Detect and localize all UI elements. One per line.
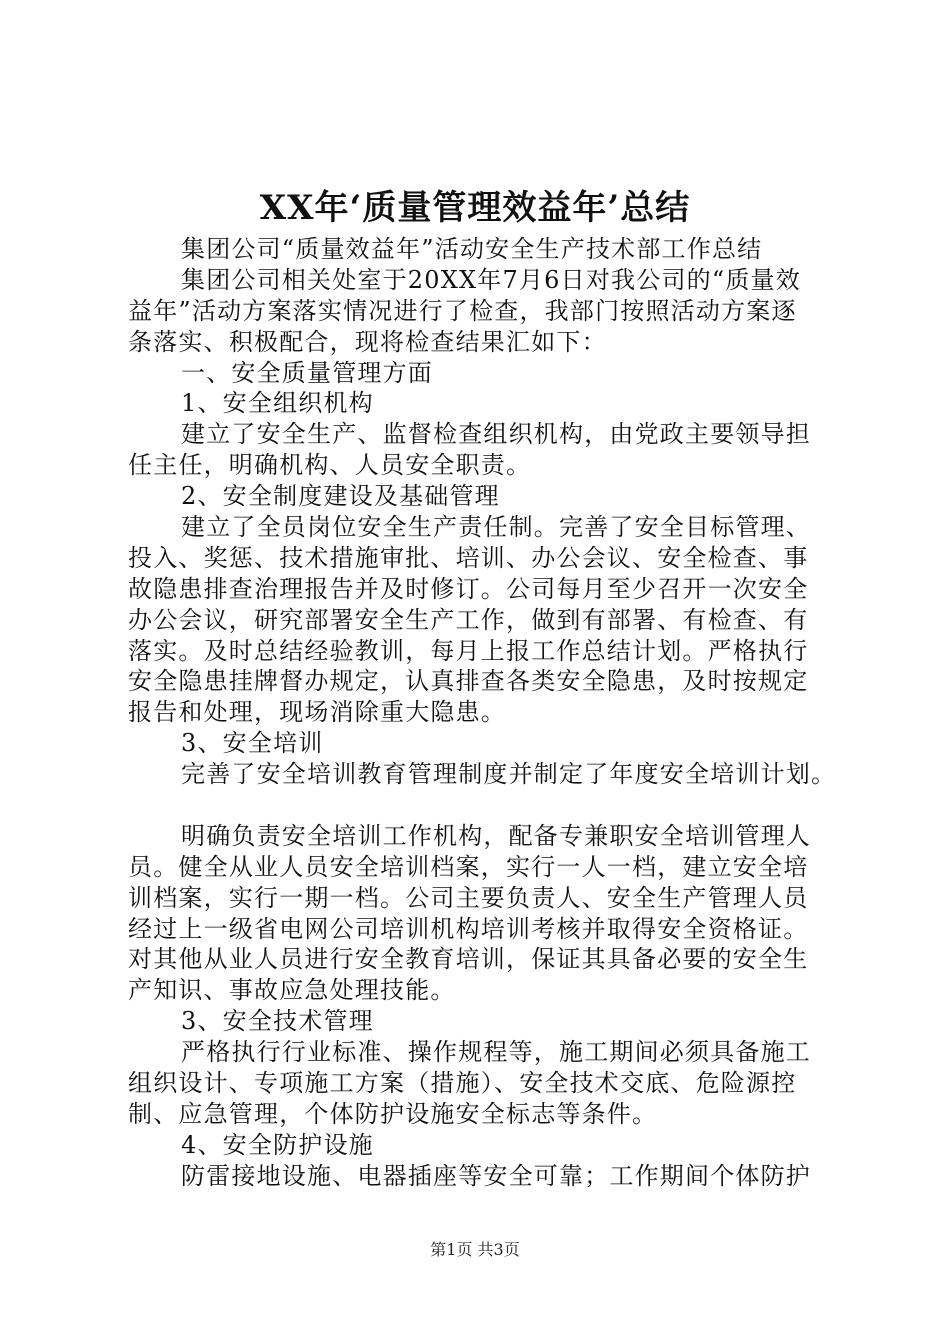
subsection-heading: 3、安全培训 <box>181 729 324 758</box>
paragraph-line: 制、应急管理，个体防护设施安全标志等条件。 <box>128 1099 658 1128</box>
paragraph-line: 安全隐患挂牌督办规定，认真排查各类安全隐患，及时按规定 <box>128 667 809 696</box>
paragraph-line: 经过上一级省电网公司培训机构培训考核并取得安全资格证。 <box>128 914 809 943</box>
paragraph-line: 集团公司“质量效益年”活动安全生产技术部工作总结 <box>181 235 763 263</box>
paragraph-line: 报告和处理，现场消除重大隐患。 <box>128 698 506 727</box>
subsection-heading: 2、安全制度建设及基础管理 <box>181 482 500 511</box>
paragraph-line: 产知识、事故应急处理技能。 <box>128 976 456 1005</box>
paragraph-line: 防雷接地设施、电器插座等安全可靠；工作期间个体防护 <box>181 1161 811 1190</box>
paragraph-line: 任主任，明确机构、人员安全职责。 <box>128 451 532 480</box>
blank-line <box>128 790 836 821</box>
paragraph-line: 组织设计、专项施工方案（措施）、安全技术交底、危险源控 <box>128 1069 797 1098</box>
document-title: XX年‘质量管理效益年’总结 <box>259 188 691 228</box>
subsection-heading: 3、安全技术管理 <box>181 1007 374 1036</box>
paragraph-line: 明确负责安全培训工作机构，配备专兼职安全培训管理人 <box>181 821 811 850</box>
paragraph-line: 完善了安全培训教育管理制度并制定了年度安全培训计划。 <box>181 760 837 789</box>
paragraph-line: 故隐患排查治理报告并及时修订。公司每月至少召开一次安全 <box>128 574 809 603</box>
document-body <box>128 234 836 1192</box>
page-footer: 第1页 共3页 <box>430 1240 520 1259</box>
paragraph-line: 落实。及时总结经验教训，每月上报工作总结计划。严格执行 <box>128 636 809 665</box>
paragraph-line: 建立了全员岗位安全生产责任制。完善了安全目标管理、 <box>181 513 811 542</box>
paragraph-line: 办公会议，研究部署安全生产工作，做到有部署、有检查、有 <box>128 605 809 634</box>
paragraph-line: 集团公司相关处室于20XX年7月6日对我公司的“质量效 <box>181 265 801 294</box>
paragraph-line: 对其他从业人员进行安全教育培训，保证其具备必要的安全生 <box>128 945 809 974</box>
paragraph-line: 员。健全从业人员安全培训档案，实行一人一档，建立安全培 <box>128 852 809 881</box>
paragraph-line: 条落实、积极配合，现将检查结果汇如下： <box>128 327 607 356</box>
section-heading: 一、安全质量管理方面 <box>181 358 433 387</box>
paragraph-line: 严格执行行业标准、操作规程等，施工期间必须具备施工 <box>181 1038 811 1067</box>
paragraph-line: 投入、奖惩、技术措施审批、培训、办公会议、安全检查、事 <box>128 543 809 572</box>
subsection-heading: 4、安全防护设施 <box>181 1130 374 1159</box>
paragraph-line: 建立了安全生产、监督检查组织机构，由党政主要领导担 <box>181 420 811 449</box>
paragraph-line: 训档案，实行一期一档。公司主要负责人、安全生产管理人员 <box>128 883 809 912</box>
subsection-heading: 1、安全组织机构 <box>181 389 374 418</box>
paragraph-line: 益年”活动方案落实情况进行了检查，我部门按照活动方案逐 <box>128 296 797 325</box>
